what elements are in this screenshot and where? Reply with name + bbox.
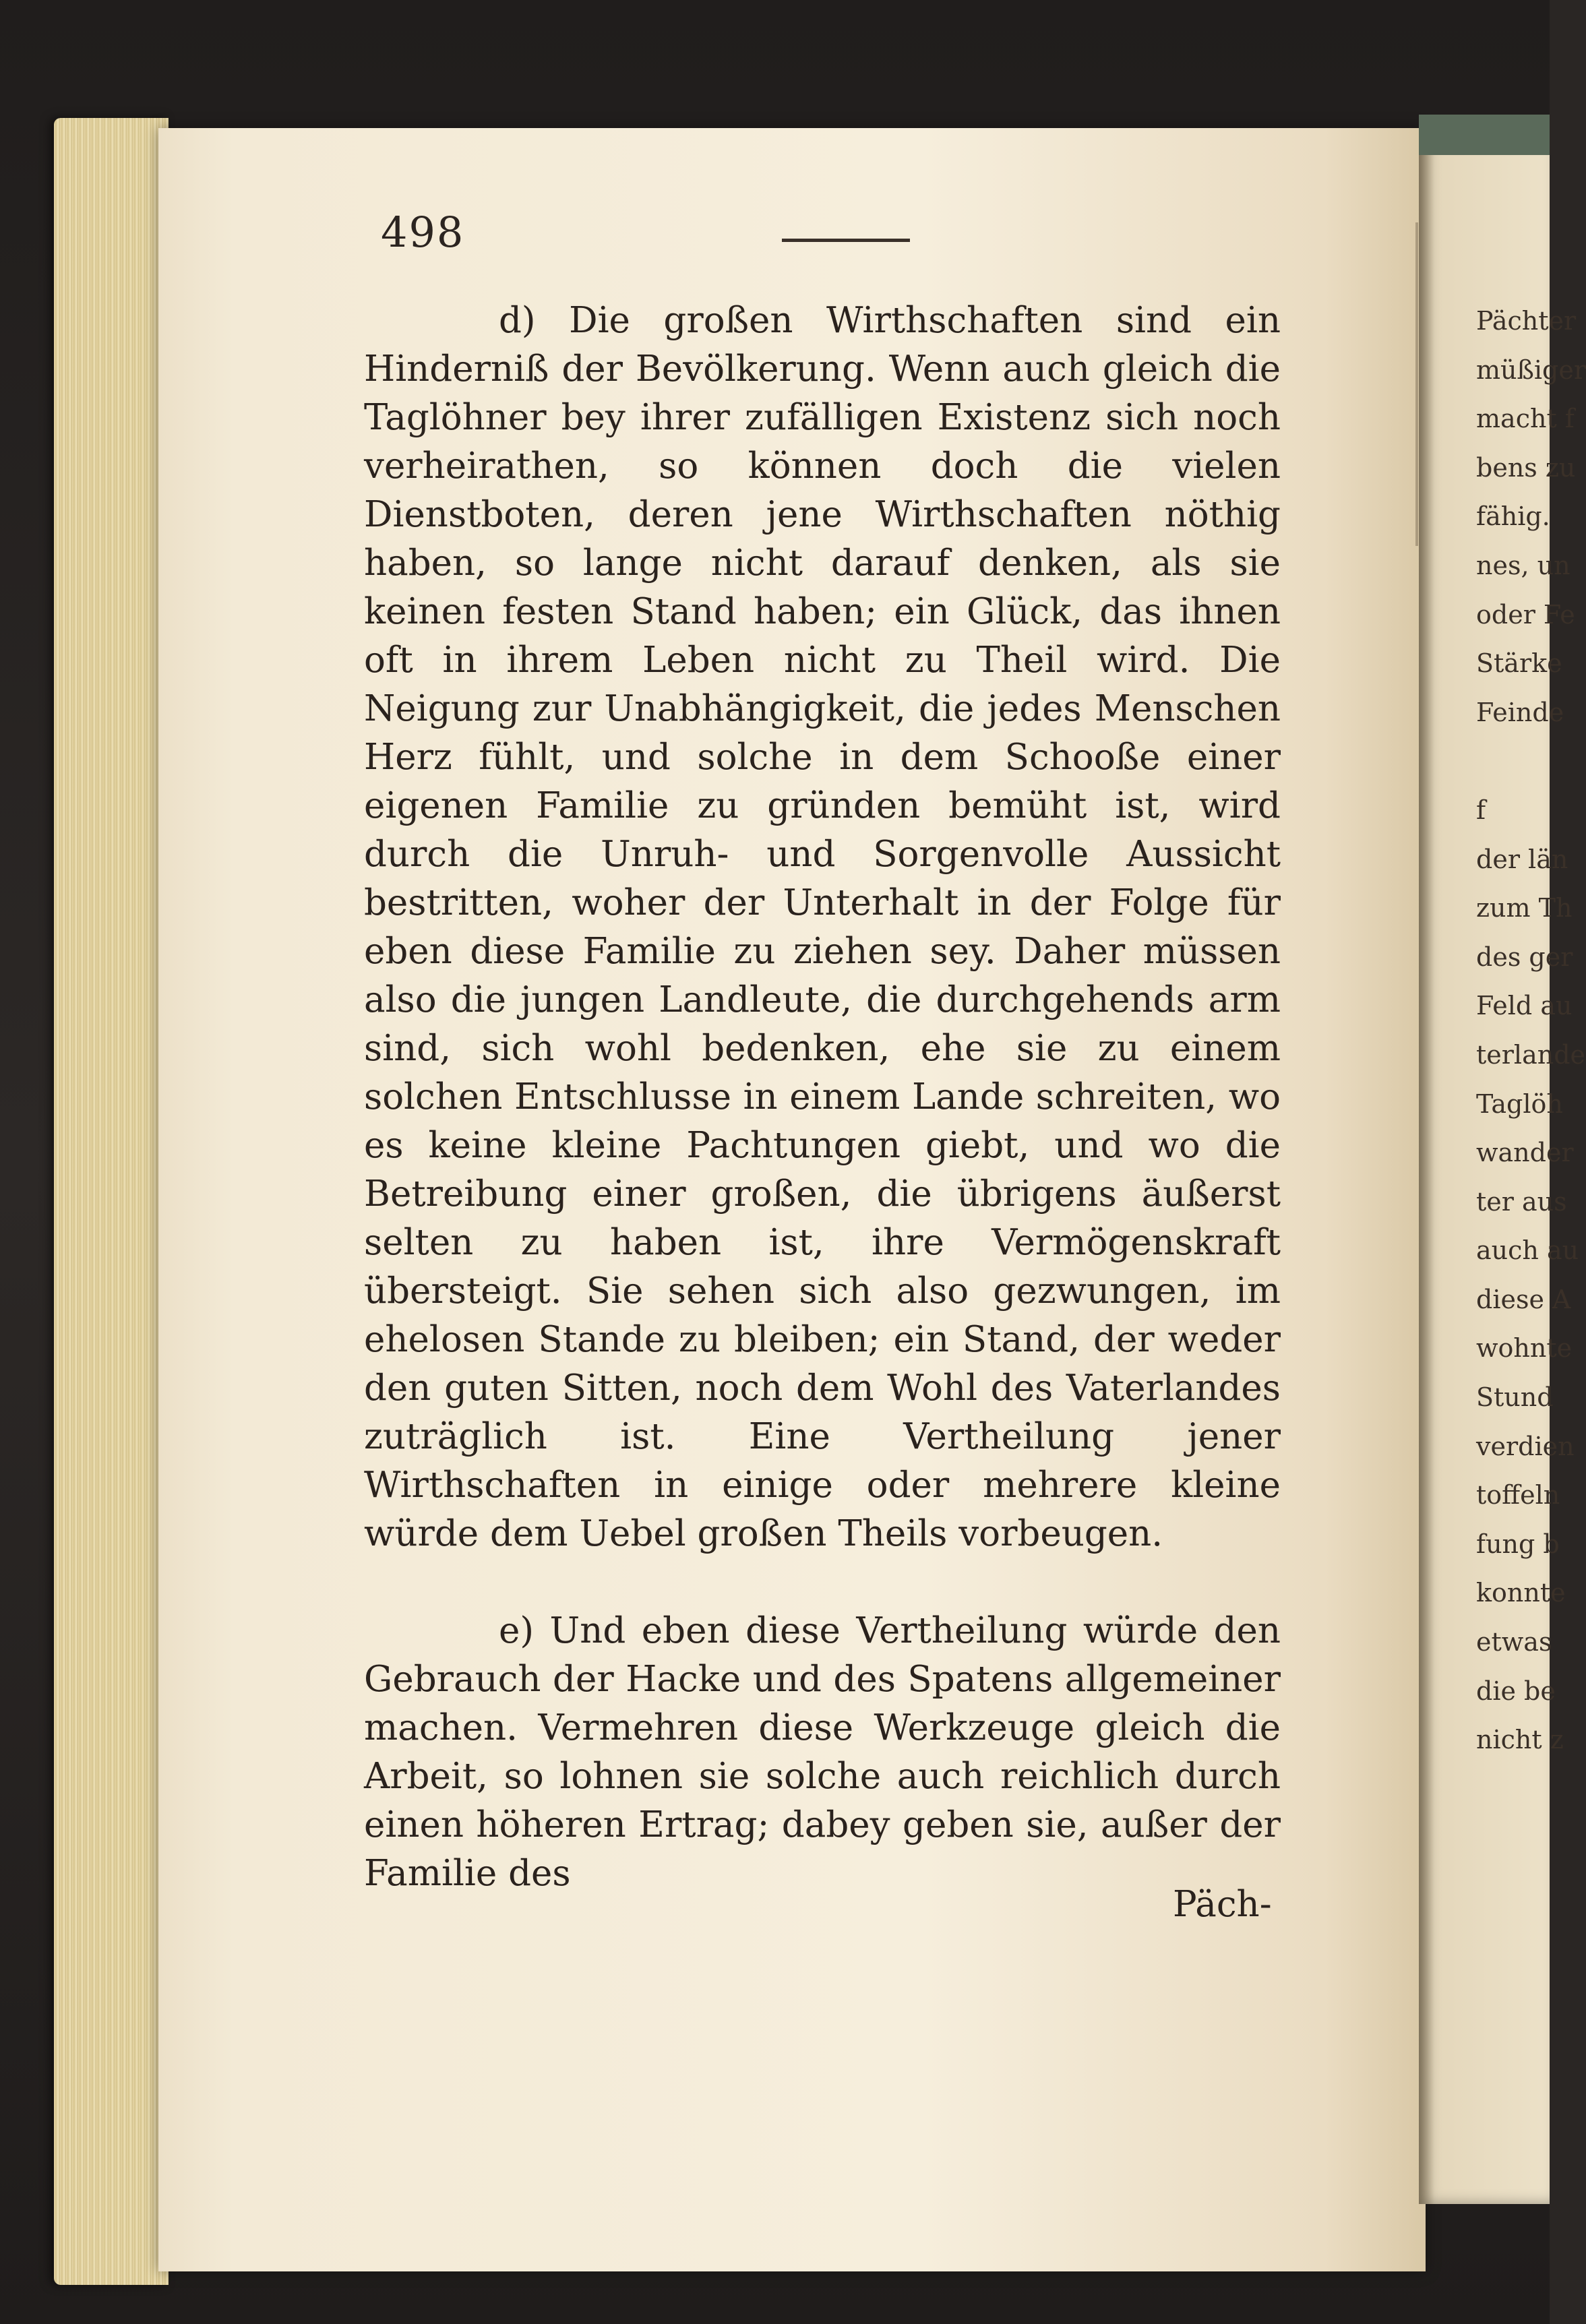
next-page-fragment: diese A bbox=[1476, 1284, 1571, 1314]
gutter-line bbox=[1415, 222, 1418, 546]
next-page-fragment: nes, un bbox=[1476, 550, 1570, 580]
next-page-fragment: wander bbox=[1476, 1138, 1574, 1168]
next-page-fragment: des ger bbox=[1476, 942, 1573, 972]
paragraph-e: e) Und eben diese Vertheilung würde den Gebrauch der Hacke und des Spatens allgemeiner machen. Vermehren diese Werkzeuge gleich die Arbeit, so lohnen sie solche auch reichlich durch einen höheren Ertrag; dabey geben sie, außer der Familie des bbox=[364, 1610, 1281, 1894]
next-page-fragment: die be bbox=[1476, 1676, 1556, 1706]
next-page-fragment: ter aus bbox=[1476, 1186, 1567, 1217]
next-page-fragment: verdien bbox=[1476, 1431, 1575, 1461]
next-page-fragment: Pächter bbox=[1476, 306, 1577, 336]
next-page-fragment: Taglöh bbox=[1476, 1089, 1563, 1119]
next-page-fragment: wohnte bbox=[1476, 1333, 1573, 1364]
paragraph-d: d) Die großen Wirthschaften sind ein Hinderniß der Bevölkerung. Wenn auch gleich die Taglöhner bey ihrer zufälligen Existenz sich noch verheirathen, so können doch die vielen Dienstboten, deren jene Wirthschaften nöthig haben, so lange nicht darauf denken, als sie keinen festen Stand haben; ein Glück, das ihnen oft in ihrem Leben nicht zu Theil wird. Die Neigung zur Unabhängigkeit, die jedes Menschen Herz fühlt, und solche in dem Schooße einer eigenen Familie zu gründen bemüht ist, wird durch die Unruh- und Sorgenvolle Aussicht bestritten, woher der Unterhalt in der Folge für eben diese Familie zu ziehen sey. Daher müssen also die jungen Landleute, die durchgehends arm sind, sich wohl bedenken, ehe sie zu einem solchen Entschlusse in einem Lande schreiten, wo es keine kleine Pachtungen giebt, und wo die Betreibung einer großen, die übrigens äußerst selten zu haben ist, ihre Vermögenskraft übersteigt. Sie sehen sich also gezwungen, im ehelosen Stande zu bleiben; ein Stand, der weder den guten Sitten, noch dem Wohl des Vaterlandes zuträglich ist. Eine Vertheilung jener Wirthschaften in einige oder mehrere kleine würde dem Uebel großen Theils vorbeugen. bbox=[364, 300, 1281, 1554]
header-rule bbox=[782, 239, 910, 242]
page-edges bbox=[54, 118, 169, 2285]
next-page-fragment: bens zu bbox=[1476, 452, 1576, 483]
next-page-fragment: oder Fe bbox=[1476, 599, 1575, 630]
next-page-fragment: Stund bbox=[1476, 1382, 1554, 1413]
next-page-fragment: konnte bbox=[1476, 1578, 1566, 1608]
next-page-fragment: f bbox=[1476, 795, 1486, 825]
next-page-fragments bbox=[1476, 297, 1586, 1765]
body-text bbox=[364, 297, 1281, 1898]
next-page-fragment: terlande bbox=[1476, 1039, 1586, 1070]
next-page-fragment: fähig. bbox=[1476, 501, 1550, 532]
catchword: Päch- bbox=[1173, 1884, 1272, 1925]
next-page-fragment: toffeln bbox=[1476, 1480, 1560, 1510]
page-number: 498 bbox=[381, 208, 465, 257]
next-page-fragment: fung b bbox=[1476, 1529, 1560, 1559]
next-page-fragment: Stärke bbox=[1476, 648, 1562, 679]
next-page-fragment: nicht z bbox=[1476, 1725, 1564, 1755]
next-page-fragment: auch au bbox=[1476, 1235, 1579, 1266]
next-page-fragment: etwas bbox=[1476, 1627, 1552, 1657]
next-page-fragment bbox=[1476, 737, 1550, 786]
next-page-fragment: macht f bbox=[1476, 404, 1575, 434]
next-page-fragment: der län bbox=[1476, 844, 1568, 874]
next-page-fragment: Feinde bbox=[1476, 697, 1564, 727]
next-page-fragment: müßiger bbox=[1476, 355, 1586, 385]
book-cover bbox=[1419, 115, 1550, 155]
next-page-fragment: Feld au bbox=[1476, 991, 1573, 1021]
next-page-fragment: zum Th bbox=[1476, 893, 1573, 923]
